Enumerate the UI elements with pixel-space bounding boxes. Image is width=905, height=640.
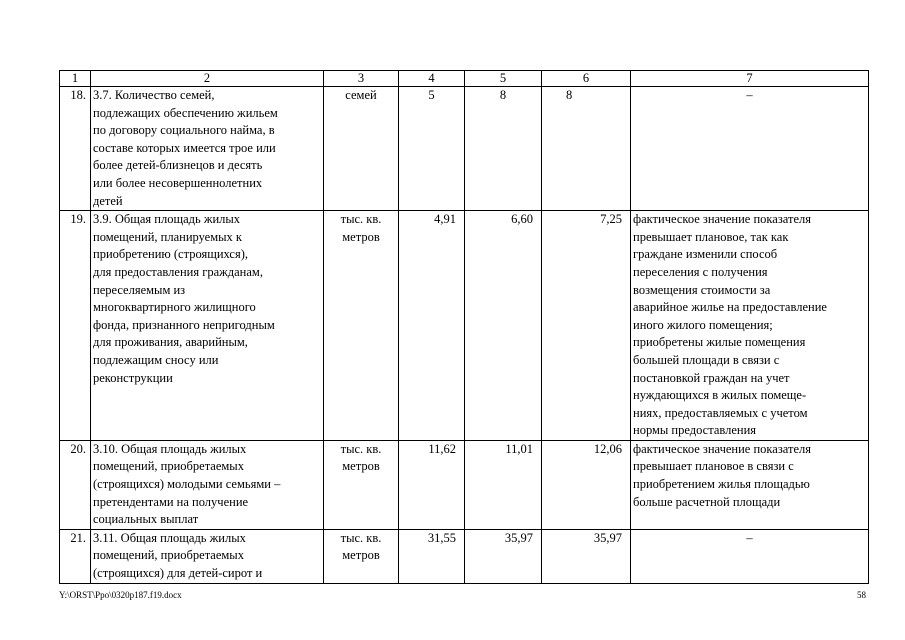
value-col-6: 7,25 xyxy=(542,211,631,441)
unit-line: метров xyxy=(342,548,380,563)
value-col-6: 8 xyxy=(542,87,631,211)
column-number-row xyxy=(60,71,869,87)
indicator-name xyxy=(91,440,324,529)
indicator-name-line: подлежащим сносу или xyxy=(93,352,219,367)
indicator-name-line: социальных выплат xyxy=(93,512,199,527)
note-line: превышает плановое в связи с xyxy=(633,459,794,474)
table-row xyxy=(60,529,869,583)
indicator-name-line: помещений, планируемых к xyxy=(93,229,242,244)
column-number: 7 xyxy=(631,71,869,87)
indicator-name-line: (строящихся) для детей-сирот и xyxy=(93,566,263,581)
indicator-name-line: более детей-близнецов и десять xyxy=(93,158,263,173)
note-line: возмещения стоимости за xyxy=(633,282,771,297)
value-col-5: 35,97 xyxy=(465,529,542,583)
indicator-name xyxy=(91,529,324,583)
note-line: приобретением жилья площадью xyxy=(633,477,810,492)
note-line: нормы предоставления xyxy=(633,423,757,438)
note-line: нуждающихся в жилых помеще- xyxy=(633,388,807,403)
indicator-name-line: многоквартирного жилищного xyxy=(93,300,256,315)
table-row xyxy=(60,440,869,529)
note-line: переселения с получения xyxy=(633,264,768,279)
value-col-4: 4,91 xyxy=(399,211,465,441)
indicator-name-line: помещений, приобретаемых xyxy=(93,459,244,474)
indicator-name xyxy=(91,211,324,441)
note-line: постановкой граждан на учет xyxy=(633,370,790,385)
unit-cell xyxy=(324,529,399,583)
indicator-name-line: (строящихся) молодыми семьями – xyxy=(93,477,281,492)
note-line: аварийное жилье на предоставление xyxy=(633,300,827,315)
note-line: – xyxy=(746,88,753,102)
row-number: 20. xyxy=(60,440,91,529)
indicator-name-line: помещений, приобретаемых xyxy=(93,548,244,563)
indicator-name-line: или более несовершеннолетних xyxy=(93,175,263,190)
indicator-name-line: 3.9. Общая площадь жилых xyxy=(93,212,241,227)
note-line: граждане изменили способ xyxy=(633,247,778,262)
unit-line: тыс. кв. xyxy=(340,212,382,227)
page-number: 58 xyxy=(857,590,866,600)
indicators-table xyxy=(59,70,869,584)
file-path: Y:\ORST\Ppo\0320p187.f19.docx xyxy=(59,590,182,600)
indicator-name-line: 3.10. Общая площадь жилых xyxy=(93,441,247,456)
value-col-4: 5 xyxy=(399,87,465,211)
indicator-name-line: по договору социального найма, в xyxy=(93,123,275,138)
value-col-5: 11,01 xyxy=(465,440,542,529)
unit-line: тыс. кв. xyxy=(340,530,382,545)
note-line: больше расчетной площади xyxy=(633,494,781,509)
indicator-name-line: переселяемым из xyxy=(93,282,186,297)
column-number: 2 xyxy=(91,71,324,87)
column-number: 5 xyxy=(465,71,542,87)
note-line: превышает плановое, так как xyxy=(633,229,789,244)
note-line: фактическое значение показателя xyxy=(633,212,812,227)
column-number: 1 xyxy=(60,71,91,87)
note-cell xyxy=(631,87,869,211)
indicator-name-line: составе которых имеется трое или xyxy=(93,140,276,155)
note-line: ниях, предоставляемых с учетом xyxy=(633,405,808,420)
table-row xyxy=(60,211,869,441)
column-number: 4 xyxy=(399,71,465,87)
indicator-name-line: детей xyxy=(93,193,123,208)
indicator-name-line: приобретению (строящихся), xyxy=(93,247,249,262)
value-col-4: 11,62 xyxy=(399,440,465,529)
unit-line: метров xyxy=(342,229,380,244)
indicator-name-line: претендентами на получение xyxy=(93,494,249,509)
unit-line: метров xyxy=(342,459,380,474)
note-line: иного жилого помещения; xyxy=(633,317,773,332)
note-cell xyxy=(631,440,869,529)
indicator-name xyxy=(91,87,324,211)
indicator-name-line: 3.7. Количество семей, xyxy=(93,88,215,102)
note-cell xyxy=(631,529,869,583)
unit-line: тыс. кв. xyxy=(340,441,382,456)
row-number: 18. xyxy=(60,87,91,211)
indicator-name-line: фонда, признанного непригодным xyxy=(93,317,275,332)
indicator-name-line: подлежащих обеспечению жильем xyxy=(93,105,278,120)
indicator-name-line: для проживания, аварийным, xyxy=(93,335,248,350)
value-col-4: 31,55 xyxy=(399,529,465,583)
indicator-name-line: 3.11. Общая площадь жилых xyxy=(93,530,246,545)
note-cell xyxy=(631,211,869,441)
value-col-5: 8 xyxy=(465,87,542,211)
table-row xyxy=(60,87,869,211)
note-line: приобретены жилые помещения xyxy=(633,335,806,350)
value-col-5: 6,60 xyxy=(465,211,542,441)
indicator-name-line: реконструкции xyxy=(93,370,173,385)
indicator-name-line: для предоставления гражданам, xyxy=(93,264,263,279)
unit-line: семей xyxy=(345,88,377,102)
note-line: фактическое значение показателя xyxy=(633,441,812,456)
column-number: 3 xyxy=(324,71,399,87)
value-col-6: 12,06 xyxy=(542,440,631,529)
note-line: большей площади в связи с xyxy=(633,352,780,367)
value-col-6: 35,97 xyxy=(542,529,631,583)
note-line: – xyxy=(746,530,753,545)
row-number: 21. xyxy=(60,529,91,583)
row-number: 19. xyxy=(60,211,91,441)
unit-cell xyxy=(324,87,399,211)
unit-cell xyxy=(324,440,399,529)
column-number: 6 xyxy=(542,71,631,87)
unit-cell xyxy=(324,211,399,441)
